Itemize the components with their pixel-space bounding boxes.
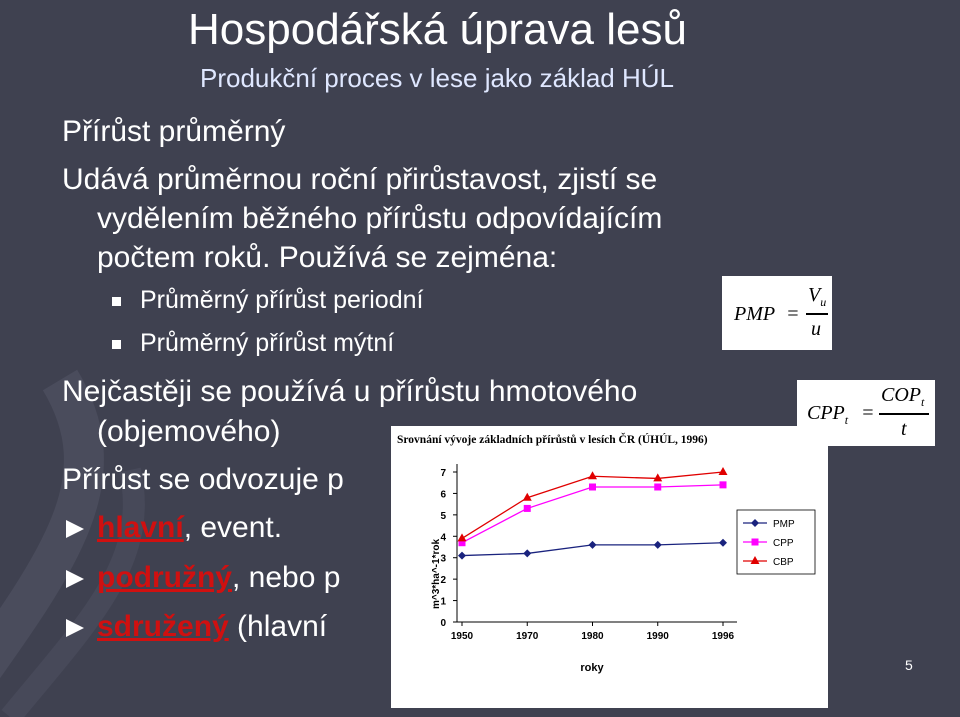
paragraph-line-1: Udává průměrnou roční přirůstavost, zjistí se [62,163,658,196]
formula-pmp-fraction-bar [806,313,828,315]
y-tick-label: 6 [440,489,446,501]
bullet-square-icon [112,340,121,349]
data-point-cpp [720,481,727,488]
x-axis-label: roky [580,662,604,674]
formula-cpp-fraction-bar [879,413,929,415]
slide-subtitle: Produkční proces v lese jako základ HÚL [200,63,675,93]
data-point-cbp [719,467,728,475]
page-number: 5 [905,657,913,673]
paragraph2-line-2: (objemového) [97,415,281,448]
chart-title: Srovnání vývoje základních přírůstů v lesích ČR (ÚHÚL, 1996) [397,434,708,446]
data-point-cpp [589,484,596,491]
chart-legend [737,510,815,574]
y-tick-label: 7 [440,468,446,479]
data-point-pmp [654,541,662,549]
y-tick-label: 1 [440,596,446,608]
formula-cpp-eq: = [861,402,875,424]
y-tick-label: 0 [440,618,446,629]
series-line-cbp [462,472,723,538]
y-tick-label: 4 [440,532,446,544]
data-point-cbp [653,473,662,481]
bullet-triangle-icon [66,570,84,588]
formula-cpp-lhs [807,402,848,428]
data-point-pmp [589,541,597,549]
data-point-cpp [524,505,531,512]
formula-pmp-lhs: PMP [734,303,776,325]
formula-pmp [722,276,832,350]
y-axis-label: m^3*ha^-1*rok [431,538,442,610]
chart-panel [391,426,828,708]
formula-cpp-lhs-sub: t [844,413,849,427]
formula-cpp-num-main: COP [881,384,921,406]
item-podruzny-rest: , nebo p [232,561,341,594]
formula-cpp-lhs-main: CPP [807,402,845,424]
data-point-cbp [458,533,467,541]
bullet-triangle-icon [66,619,84,637]
item-sdruzeny-em: sdružený [97,610,229,643]
legend-marker-cpp [752,539,759,546]
paragraph-line-2: vydělením běžného přírůstu odpovídajícím [97,202,663,235]
legend-label-pmp: PMP [773,519,795,530]
slide-title: Hospodářská úprava lesů [188,5,687,54]
item-podruzny [97,560,340,596]
item-hlavni-em: hlavní [97,511,184,544]
legend-label-cpp: CPP [773,538,794,549]
y-tick-label: 3 [440,553,446,565]
paragraph3: Přírůst se odvozuje p [62,463,344,496]
x-tick-label: 1996 [711,631,735,642]
paragraph-line-3: počtem roků. Používá se zejména: [97,241,558,274]
bullet-triangle-icon [66,520,84,538]
plot-area [440,464,737,642]
bullet-mytni: Průměrný přírůst mýtní [140,329,395,357]
y-tick-label: 5 [440,510,446,522]
data-point-pmp [523,549,531,557]
y-tick-label: 2 [440,575,446,587]
formula-cpp-den: t [901,418,907,440]
data-point-cpp [654,484,661,491]
x-tick-label: 1980 [581,631,604,642]
item-hlavni [97,510,282,546]
paragraph2-line-1: Nejčastěji se používá u přírůstu hmotového [62,375,638,408]
x-tick-label: 1970 [516,631,539,642]
formula-cpp-num [881,384,924,410]
formula-pmp-eq: = [786,303,800,325]
bullet-periodni: Průměrný přírůst periodní [140,286,424,314]
formula-cpp-num-sub: t [921,395,925,409]
item-sdruzeny [97,609,327,645]
x-tick-label: 1990 [646,631,669,642]
item-hlavni-rest: , event. [183,511,283,544]
line-chart [391,426,828,708]
formula-pmp-num-sub: u [820,295,827,309]
legend-label-cbp: CBP [773,557,794,568]
item-podruzny-em: podružný [97,561,232,594]
formula-pmp-num-main: V [808,284,821,306]
bullet-square-icon [112,297,121,306]
data-point-cbp [588,471,597,479]
data-point-pmp [458,552,466,560]
formula-pmp-num [808,284,826,310]
heading-prirust-prumerny: Přírůst průměrný [62,115,286,148]
item-sdruzeny-rest: (hlavní [228,610,328,643]
x-tick-label: 1950 [450,631,474,642]
formula-pmp-den: u [811,318,821,340]
data-point-pmp [719,539,727,547]
